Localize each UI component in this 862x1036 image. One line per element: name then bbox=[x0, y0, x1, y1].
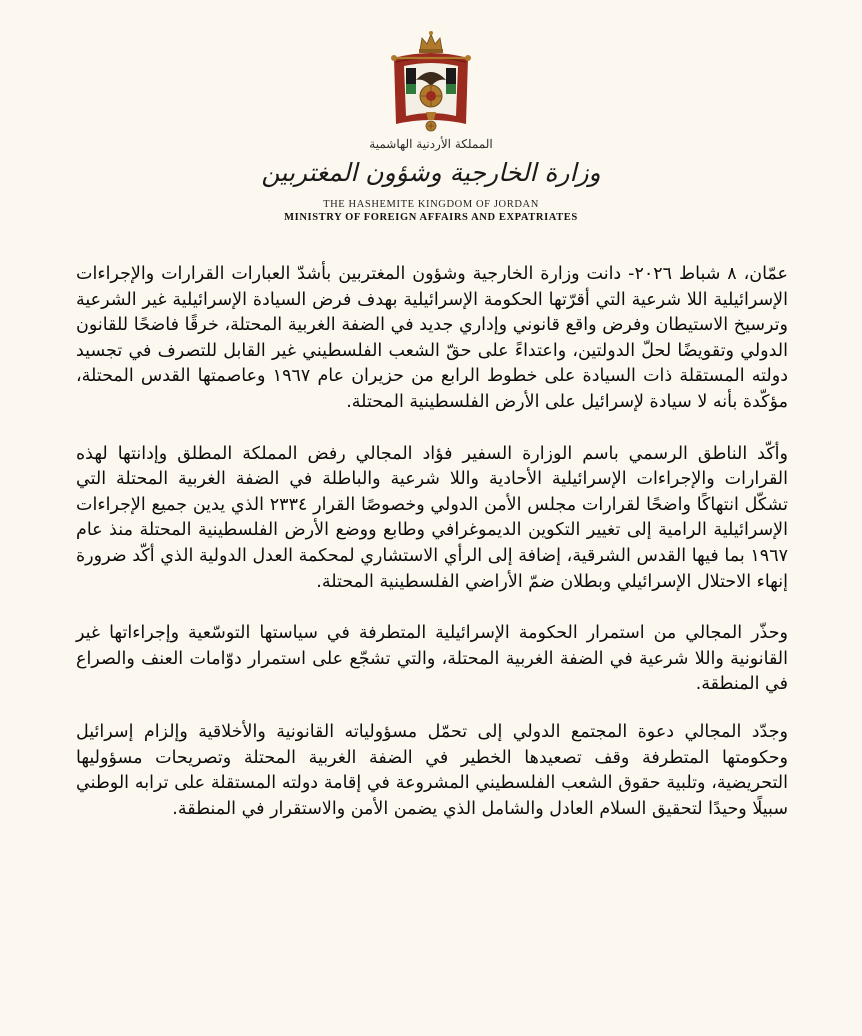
arabic-kingdom-name: المملكة الأردنية الهاشمية bbox=[369, 137, 493, 151]
shield-icon bbox=[420, 85, 442, 107]
crown-icon bbox=[419, 31, 443, 53]
statement-body bbox=[76, 262, 788, 822]
letterhead bbox=[0, 28, 862, 224]
english-ministry-name: MINISTRY OF FOREIGN AFFAIRS AND EXPATRIATES bbox=[284, 212, 578, 223]
jordan-coat-of-arms-icon bbox=[376, 28, 486, 134]
statement-paragraph-4: وجدّد المجالي دعوة المجتمع الدولي إلى تحمّل مسؤولياته القانونية والأخلاقية وإلزام إسرائيل وحكومتها المتطرفة وقف تصعيدها الخطير في الضفة الغربية المحتلة وتصريحات مسؤوليها التحريضية، وتلبية حقوق الشعب الفلسطيني المشروعة في إقامة دولته المستقلة على ترابه الوطني سبيلًا وحيدًا لتحقيق السلام العادل والشامل الذي يضمن الأمن والاستقرار في المنطقة. bbox=[76, 721, 788, 819]
arabic-ministry-name: وزارة الخارجية وشؤون المغتربين bbox=[261, 158, 601, 187]
english-kingdom-name: THE HASHEMITE KINGDOM OF JORDAN bbox=[323, 199, 539, 210]
order-medal-icon bbox=[426, 112, 436, 131]
statement-paragraph-1: عمّان، ٨ شباط ٢٠٢٦- دانت وزارة الخارجية وشؤون المغتربين بأشدّ العبارات القرارات والإجراءات الإسرائيلية اللا شرعية التي أقرّتها الحكومة الإسرائيلية بهدف فرض السيادة الإسرائيلية غير الشرعية وترسيخ الاستيطان وفرض واقع قانوني وإداري جديد في الضفة الغربية المحتلة، خرقًا فاضحًا للقانون الدولي وتقويضًا لحلّ الدولتين، واعتداءً على حقّ الشعب الفلسطيني غير القابل للتصرف في تجسيد دولته المستقلة ذات السيادة على خطوط الرابع من حزيران عام ١٩٦٧ وعاصمتها القدس المحتلة، مؤكّدة بأنه لا سيادة لإسرائيل على الأرض الفلسطينية المحتلة. bbox=[76, 264, 788, 412]
statement-paragraph-2: وأكّد الناطق الرسمي باسم الوزارة السفير فؤاد المجالي رفض المملكة المطلق وإدانتها لهذه القرارات والإجراءات الإسرائيلية الأحادية واللا شرعية والباطلة في الضفة الغربية المحتلة التي تشكّل انتهاكًا واضحًا لقرارات مجلس الأمن الدولي وخصوصًا القرار ٢٣٣٤ الذي يدين جميع الإجراءات الإسرائيلية الرامية إلى تغيير التكوين الديموغرافي وطابع ووضع الأرض الفلسطينية المحتلة منذ عام ١٩٦٧ بما فيها القدس الشرقية، إضافة إلى الرأي الاستشاري لمحكمة العدل الدولية الذي أكّد ضرورة إنهاء الاحتلال الإسرائيلي وبطلان ضمّ الأراضي الفلسطينية المحتلة. bbox=[76, 443, 788, 592]
statement-paragraph-3: وحذّر المجالي من استمرار الحكومة الإسرائيلية المتطرفة في سياستها التوسّعية وإجراءاتها غير القانونية واللا شرعية في الضفة الغربية المحتلة، والتي تشجّع على استمرار دوّامات العنف والصراع في المنطقة. bbox=[76, 623, 788, 695]
